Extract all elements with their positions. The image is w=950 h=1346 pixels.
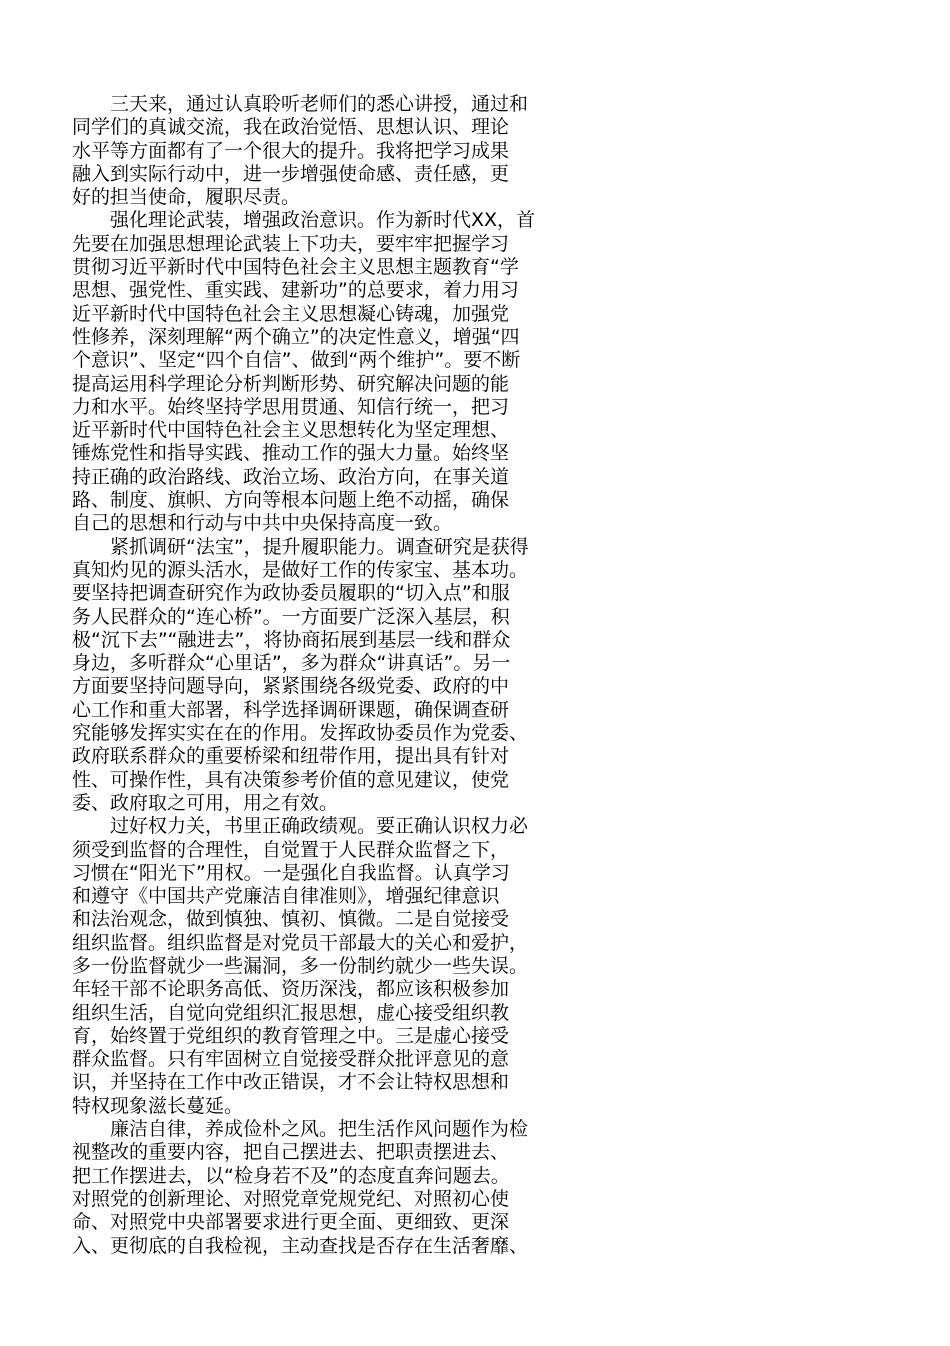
text-line: 身边，多听群众“心里话”，多为群众“讲真话”。另一 [72, 652, 511, 675]
text-line: 融入到实际行动中，进一步增强使命感、责任感，更 [72, 162, 510, 185]
text-line: 紧抓调研“法宝”，提升履职能力。调查研究是获得 [72, 535, 529, 558]
text-line: 提高运用科学理论分析判断形势、研究解决问题的能 [72, 372, 510, 395]
text-line: 特权现象滋长蔓延。 [72, 1094, 244, 1117]
text-line: 视整改的重要内容，把自己摆进去、把职责摆进去、 [72, 1141, 510, 1164]
text-line: 识，并坚持在工作中改正错误，才不会让特权思想和 [72, 1071, 510, 1094]
text-line: 性修养，深刻理解“两个确立”的决定性意义，增强“四 [72, 325, 520, 348]
text-line: 务人民群众的“连心桥”。一方面要广泛深入基层，积 [72, 605, 510, 628]
text-line: 对照党的创新理论、对照党章党规党纪、对照初心使 [72, 1187, 510, 1210]
text-line: 年轻干部不论职务高低、资历深浅，都应该积极参加 [72, 978, 510, 1001]
text-line: 思想、强党性、重实践、建新功”的总要求，着力用习 [72, 279, 519, 302]
text-line: 方面要坚持问题导向，紧紧围绕各级党委、政府的中 [72, 675, 510, 698]
text-line: 三天来，通过认真聆听老师们的悉心讲授，通过和 [72, 93, 529, 115]
text-line: 要坚持把调查研究作为政协委员履职的“切入点”和服 [72, 582, 510, 605]
text-line: 政府联系群众的重要桥梁和纽带作用，提出具有针对 [72, 745, 510, 768]
text-line: 锤炼党性和指导实践、推动工作的强大力量。始终坚 [72, 442, 510, 465]
text-line: 路、制度、旗帜、方向等根本问题上绝不动摇，确保 [72, 489, 510, 512]
text-line: 先要在加强思想理论武装上下功夫，要牢牢把握学习 [72, 232, 510, 255]
text-line: 过好权力关，书里正确政绩观。要正确认识权力必 [72, 815, 529, 838]
text-line: 群众监督。只有牢固树立自觉接受群众批评意见的意 [72, 1048, 510, 1071]
text-line: 贯彻习近平新时代中国特色社会主义思想主题教育“学 [72, 256, 519, 279]
text-line: 和法治观念，做到慎独、慎初、慎微。二是自觉接受 [72, 908, 510, 931]
text-line: 育，始终置于党组织的教育管理之中。三是虚心接受 [72, 1024, 510, 1047]
text-line: 真知灼见的源头活水，是做好工作的传家宝、基本功。 [72, 558, 529, 581]
text-line: 和遵守《中国共产党廉洁自律准则》，增强纪律意识 [72, 885, 500, 908]
text-line: 极“沉下去”“融进去”，将协商拓展到基层一线和群众 [72, 628, 511, 651]
text-line: 力和水平。始终坚持学思用贯通、知信行统一，把习 [72, 395, 510, 418]
text-line: 近平新时代中国特色社会主义思想凝心铸魂，加强党 [72, 302, 510, 325]
text-line: 好的担当使命，履职尽责。 [72, 186, 301, 209]
document-body [72, 93, 892, 1258]
text-line: 多一份监督就少一些漏洞，多一份制约就少一些失误。 [72, 954, 529, 977]
text-line: 持正确的政治路线、政治立场、政治方向，在事关道 [72, 465, 510, 488]
text-line: 组织生活，自觉向党组织汇报思想，虚心接受组织教 [72, 1001, 510, 1024]
text-line: 入、更彻底的自我检视，主动查找是否存在生活奢靡、 [72, 1234, 529, 1257]
text-line: 把工作摆进去，以“检身若不及”的态度直奔问题去。 [72, 1164, 510, 1187]
text-line: 委、政府取之可用，用之有效。 [72, 791, 339, 814]
text-line: 习惯在“阳光下”用权。一是强化自我监督。认真学习 [72, 861, 510, 884]
text-line: 性、可操作性，具有决策参考价值的意见建议，使党 [72, 768, 510, 791]
text-line: 自己的思想和行动与中共中央保持高度一致。 [72, 512, 453, 535]
text-line: 近平新时代中国特色社会主义思想转化为坚定理想、 [72, 419, 510, 442]
text-line: 命、对照党中央部署要求进行更全面、更细致、更深 [72, 1211, 510, 1234]
text-line: 水平等方面都有了一个很大的提升。我将把学习成果 [72, 139, 510, 162]
text-line: 组织监督。组织监督是对党员干部最大的关心和爱护， [72, 931, 529, 954]
text-line: 同学们的真诚交流，我在政治觉悟、思想认识、理论 [72, 116, 510, 139]
text-line: 须受到监督的合理性，自觉置于人民群众监督之下， [72, 838, 510, 861]
text-line: 强化理论武装，增强政治意识。作为新时代XX，首 [72, 209, 536, 232]
text-line: 廉洁自律，养成俭朴之风。把生活作风问题作为检 [72, 1118, 529, 1141]
text-line: 个意识”、坚定“四个自信”、做到“两个维护”。要不断 [72, 349, 521, 372]
text-line: 心工作和重大部署，科学选择调研课题，确保调查研 [72, 698, 510, 721]
text-line: 究能够发挥实实在在的作用。发挥政协委员作为党委、 [72, 722, 529, 745]
